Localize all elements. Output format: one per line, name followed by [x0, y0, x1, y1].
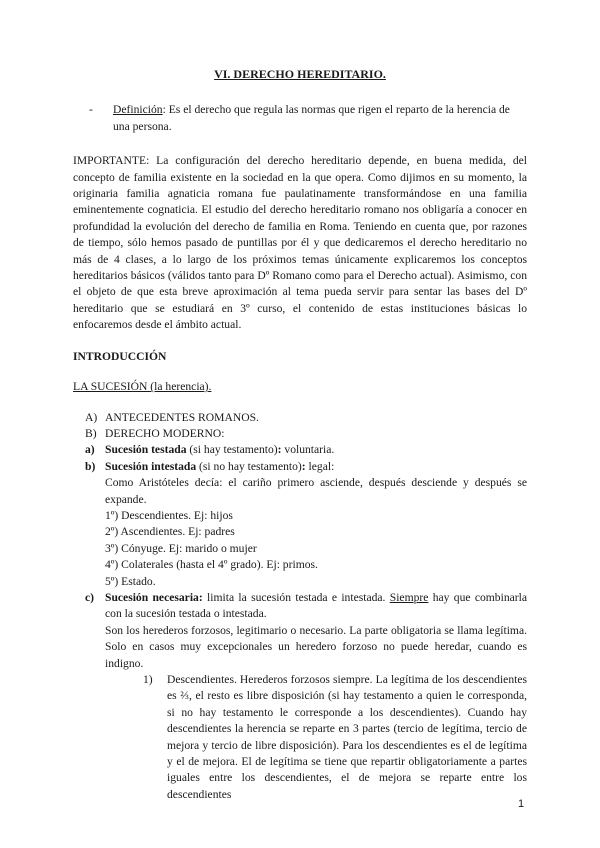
page-number: 1: [518, 798, 525, 810]
list-text: DERECHO MODERNO:: [105, 426, 225, 440]
list-label: B): [85, 426, 97, 440]
term-colon: :: [277, 443, 282, 457]
sub-item-label: 1): [143, 673, 153, 686]
term-tail: legal:: [305, 459, 335, 473]
important-paragraph: IMPORTANTE: La configuración del derecho hereditario depende, en buena medida, del concepto de familia existente en la sociedad en la que opera. Como dijimos en su momento, la originaria familia agnaticia romana fue paulatinamente transformándose en una familia eminentemente cognaticia. El estudio del derecho hereditario romano nos obligaría a conocer en profundidad la evolución del derecho de familia en Roma. Teniendo en cuenta que, por razones de tiempo, sólo hemos pasado de puntillas por él y que dedicaremos el derecho hereditario no más de 4 clases, a lo largo de los próximos temas únicamente explicaremos los conceptos hereditarios básicos (válidos tanto para Dº Romano como para el Derecho actual). Asimismo, con el objeto de que esta breve aproximación al tema pueda servir para sentar las bases del Dº hereditario que se estudiará en 3º curso, el contenido de estas instituciones básicas lo enfocaremos desde el ámbito actual.: [73, 154, 527, 332]
sub-item-descendientes: [73, 672, 527, 803]
definition-term: Definición: [113, 103, 163, 117]
term-note: (si no hay testamento): [196, 459, 302, 473]
list-text: [105, 590, 527, 623]
definition-text: : Es el derecho que regula las normas que rigen el reparto de la herencia de una persona.: [113, 103, 510, 133]
list-item-intestada: [73, 459, 527, 475]
definition-item: [73, 102, 527, 135]
sub-item-text: Descendientes. Herederos forzosos siempre. La legítima de los descendientes es ⅔, el resto es libre disposición (si hay testamento a quien le corresponda, si no hay testamento le corresponde a los descendientes). Cuando hay descendientes la herencia se reparte en 3 partes (tercio de legítima, tercio de mejora y tercio de libre disposición). Para los descendientes es el de legítima y el de mejora. El de legítima se tiene que repartir obligatoriamente a partes iguales entre los descendientes, el de mejora se reparte entre los descendientes: [167, 673, 527, 801]
forced-heirs-paragraph: Son los herederos forzosos, legitimario o necesario. La parte obligatoria se llama legítima. Solo en casos muy excepcionales un heredero forzoso no puede heredar, cuando es indigno.: [105, 623, 527, 670]
list-label: A): [85, 410, 98, 424]
document-content: [73, 66, 527, 803]
order-line-5: 5º) Estado.: [105, 574, 156, 588]
list-text: [105, 459, 527, 475]
bold-term: Sucesión necesaria:: [105, 590, 203, 604]
list-text: [105, 442, 527, 458]
succession-heading: LA SUCESIÓN (la herencia).: [73, 380, 212, 394]
order-line-2: 2º) Ascendientes. Ej: padres: [105, 525, 235, 539]
bold-term: Sucesión testada: [105, 443, 187, 457]
aristotle-quote: Como Aristóteles decía: el cariño primero asciende, después desciende y después se expande.: [105, 476, 527, 506]
term-text-post: hay que combinarla con la sucesión testada o intestada.: [105, 590, 527, 621]
page-title: VI. DERECHO HEREDITARIO.: [214, 67, 386, 81]
bold-term: Sucesión intestada: [105, 459, 197, 473]
term-note: (si hay testamento): [186, 443, 278, 457]
list-label: c): [85, 590, 95, 604]
term-colon: :: [301, 459, 306, 473]
definition-body: [113, 102, 527, 135]
list-text: ANTECEDENTES ROMANOS.: [105, 410, 259, 424]
term-text-pre: limita la sucesión testada e intestada.: [202, 590, 390, 604]
order-line-1: 1º) Descendientes. Ej: hijos: [105, 508, 233, 522]
list-label: a): [85, 443, 95, 457]
term-tail: voluntaria.: [281, 443, 335, 457]
list-label: b): [85, 459, 96, 473]
list-item-a-upper: [73, 410, 527, 426]
list-item-testada: [73, 442, 527, 458]
intro-heading: INTRODUCCIÓN: [73, 349, 167, 363]
list-item-b-upper: [73, 426, 527, 442]
definition-bullet: -: [89, 103, 93, 117]
underlined-word: Siempre: [389, 590, 429, 604]
order-line-3: 3º) Cónyuge. Ej: marido o mujer: [105, 541, 257, 555]
list-item-necesaria: [73, 590, 527, 623]
order-line-4: 4º) Colaterales (hasta el 4º grado). Ej: primos.: [105, 558, 318, 572]
